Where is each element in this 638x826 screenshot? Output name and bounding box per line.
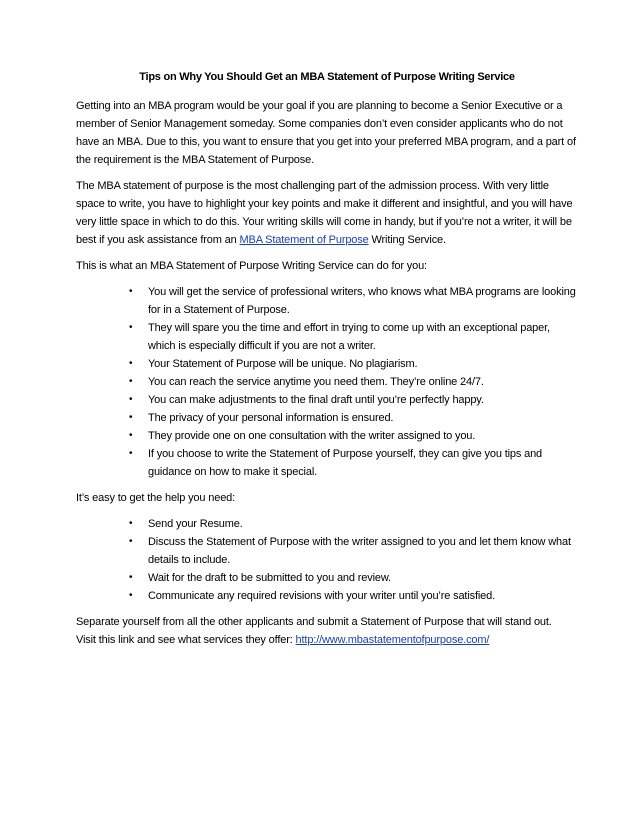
- list2-intro: It’s easy to get the help you need:: [76, 492, 236, 504]
- steps-list: [76, 515, 578, 605]
- bullet-icon: •: [129, 518, 133, 529]
- list-item-text: Communicate any required revisions with your writer until you’re satisfied.: [148, 590, 496, 602]
- list-item: [129, 533, 578, 569]
- list-item: [129, 283, 578, 319]
- list-item: [129, 391, 578, 409]
- bullet-icon: •: [129, 572, 133, 583]
- list-item-text: They will spare you the time and effort in trying to come up with an exceptional paper, which is especially difficult if you are not a writer.: [148, 322, 550, 352]
- list-item: [129, 587, 578, 605]
- list-item: [129, 319, 578, 355]
- closing-line-1: Separate yourself from all the other applicants and submit a Statement of Purpose that will stand out.: [76, 616, 552, 628]
- bullet-icon: •: [129, 322, 133, 333]
- list-item-text: Your Statement of Purpose will be unique. No plagiarism.: [148, 358, 418, 370]
- list-item: [129, 409, 578, 427]
- list-item: [129, 569, 578, 587]
- paragraph-challenge-tail: Writing Service.: [368, 234, 446, 246]
- mba-sop-link[interactable]: MBA Statement of Purpose: [239, 234, 369, 246]
- list-item: [129, 427, 578, 445]
- bullet-icon: •: [129, 536, 133, 547]
- list-item-text: If you choose to write the Statement of Purpose yourself, they can give you tips and guidance on how to make it special.: [148, 448, 543, 478]
- list-item: [129, 355, 578, 373]
- service-benefits-list: [76, 283, 578, 481]
- paragraph-challenge-text: The MBA statement of purpose is the most challenging part of the admission process. With very little space to write, you have to highlight your key points and make it different and insightful, and you will have very little space in which to do this. Your writing skills will come in handy, but if you’re not a writer, it will be best if you ask assistance from an: [76, 180, 573, 246]
- bullet-icon: •: [129, 286, 133, 297]
- list-item-text: Wait for the draft to be submitted to you and review.: [148, 572, 391, 584]
- list-item-text: Send your Resume.: [148, 518, 243, 530]
- list1-intro: This is what an MBA Statement of Purpose Writing Service can do for you:: [76, 260, 427, 272]
- bullet-icon: •: [129, 394, 133, 405]
- list-item: [129, 373, 578, 391]
- list-item: [129, 445, 578, 481]
- closing-line-2: Visit this link and see what services they offer:: [76, 634, 296, 646]
- bullet-icon: •: [129, 590, 133, 601]
- list-item-text: They provide one on one consultation with the writer assigned to you.: [148, 430, 476, 442]
- bullet-icon: •: [129, 430, 133, 441]
- bullet-icon: •: [129, 358, 133, 369]
- list-item-text: You will get the service of professional writers, who knows what MBA programs are looking for in a Statement of Purpose.: [148, 286, 576, 316]
- paragraph-challenge: [76, 177, 578, 249]
- list-item: [129, 515, 578, 533]
- list-item-text: You can make adjustments to the final draft until you’re perfectly happy.: [148, 394, 484, 406]
- bullet-icon: •: [129, 412, 133, 423]
- list-item-text: Discuss the Statement of Purpose with the writer assigned to you and let them know what details to include.: [148, 536, 571, 566]
- list-item-text: You can reach the service anytime you need them. They’re online 24/7.: [148, 376, 484, 388]
- paragraph-intro: Getting into an MBA program would be your goal if you are planning to become a Senior Executive or a member of Senior Management someday. Some companies don’t even consider applicants who do not have an MBA. Due to this, you want to ensure that you get into your preferred MBA program, and a part of the requirement is the MBA Statement of Purpose.: [76, 100, 576, 166]
- bullet-icon: •: [129, 448, 133, 459]
- list-item-text: The privacy of your personal information is ensured.: [148, 412, 394, 424]
- document-title: Tips on Why You Should Get an MBA Statement of Purpose Writing Service: [139, 71, 515, 83]
- website-link[interactable]: http://www.mbastatementofpurpose.com/: [295, 634, 490, 646]
- paragraph-closing: [76, 613, 578, 649]
- bullet-icon: •: [129, 376, 133, 387]
